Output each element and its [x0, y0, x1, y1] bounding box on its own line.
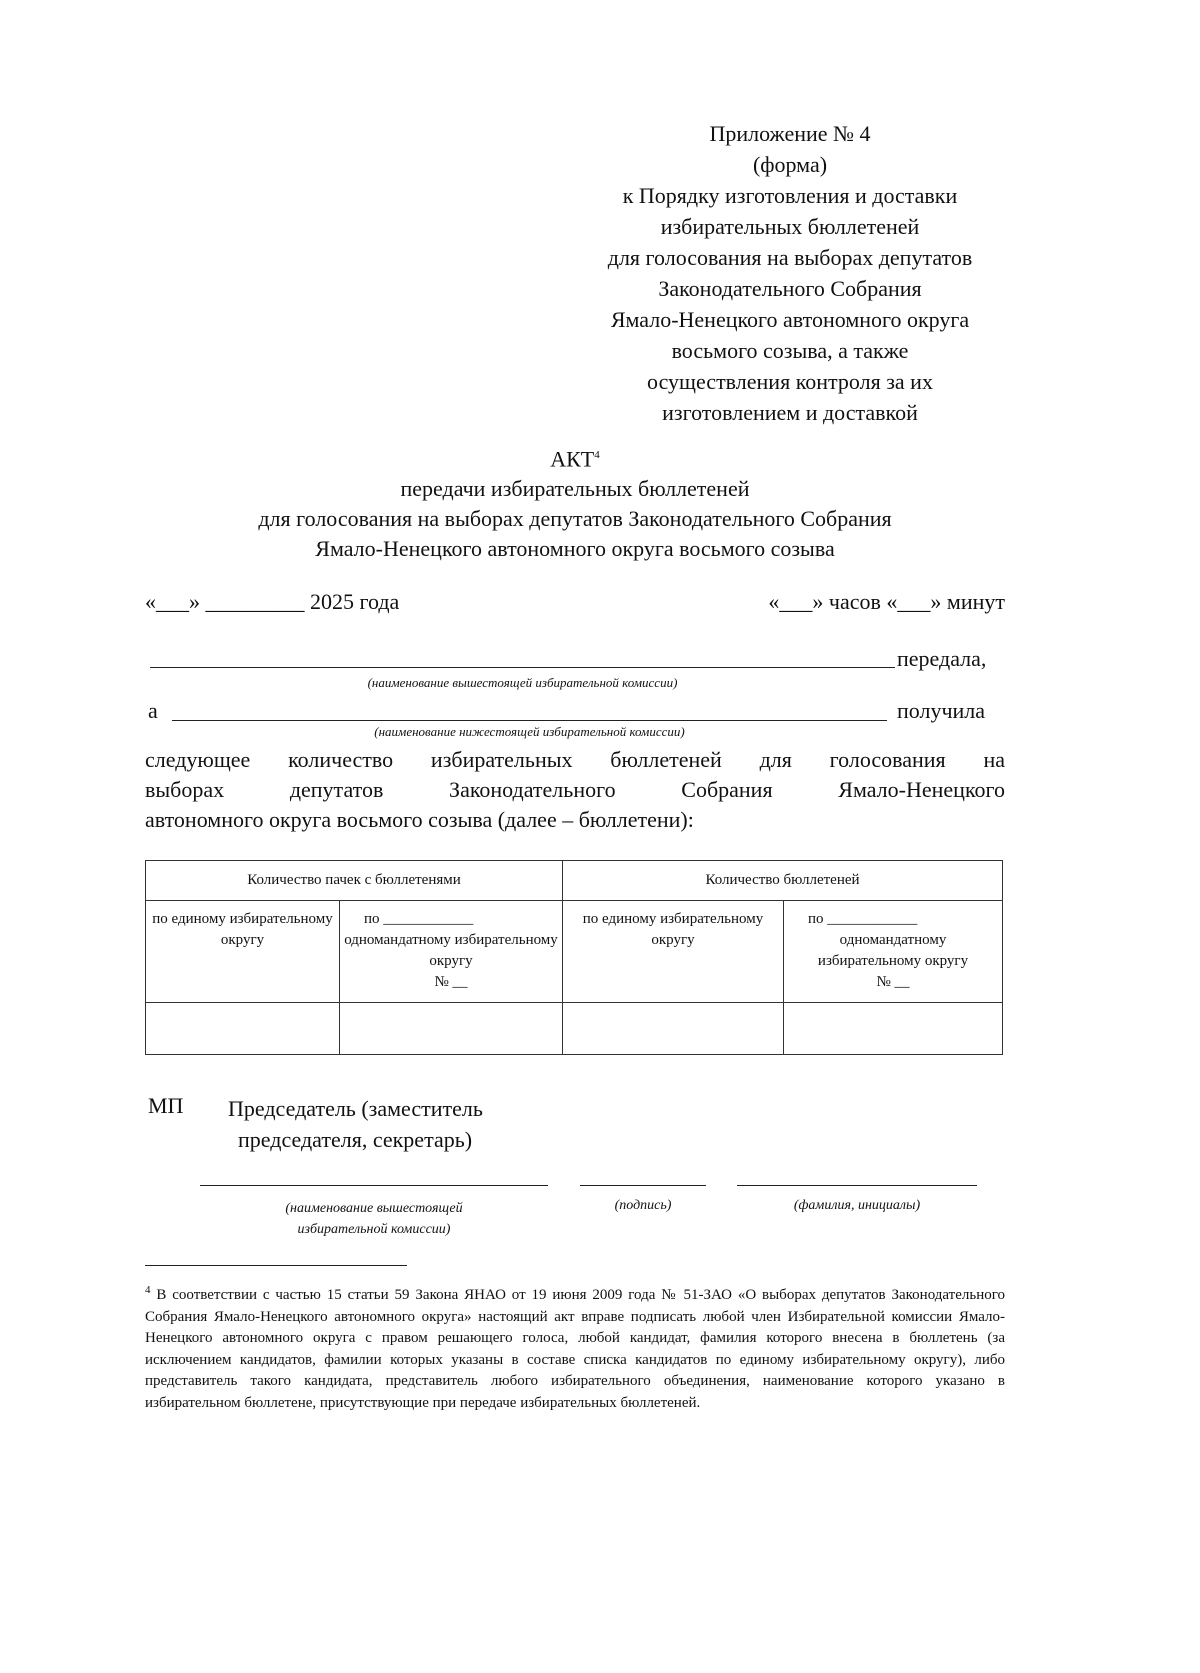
receiver-caption: (наименование нижестоящей избирательной комиссии): [374, 724, 685, 739]
signature-caption: (подпись): [614, 1198, 672, 1213]
header-line: изготовлением и доставкой: [662, 400, 918, 425]
footnote-ref: 4: [594, 449, 600, 461]
stamp-label: МП: [148, 1093, 184, 1118]
commission-caption: [200, 1198, 548, 1240]
col-text: № __: [876, 974, 910, 990]
value-cell[interactable]: [146, 1003, 340, 1055]
header-line: Приложение № 4: [709, 121, 871, 146]
value-cell[interactable]: [784, 1003, 1003, 1055]
paragraph-line: автономного округа восьмого созыва (далее – бюллетени):: [145, 807, 694, 832]
col-packs-single-mandate: [340, 901, 563, 1003]
col-packs-single: по единому избирательному округу: [146, 901, 340, 1003]
col-text: одномандатному избирательному округу: [344, 932, 558, 969]
act-subtitle: для голосования на выборах депутатов Законодательного Собрания: [258, 506, 892, 532]
header-line: к Порядку изготовления и доставки: [622, 183, 958, 208]
value-cell[interactable]: [563, 1003, 784, 1055]
header-line: Законодательного Собрания: [658, 276, 922, 301]
name-line[interactable]: [737, 1185, 977, 1186]
date-field[interactable]: [145, 589, 399, 615]
footnote-text: В соответствии с частью 15 статьи 59 Закона ЯНАО от 19 июня 2009 года № 51-ЗАО «О выборах депутатов Законодательного Собрания Ямало-Ненецкого автономного округа» настоящий акт вправе подписать любой член Избирательной комиссии Ямало-Ненецкого автономного округа с правом решающего голоса, любой кандидат, фамилия которого внесена в бюллетень (за исключением кандидатов, фамилии которых указаны в составе списка кандидатов по единому избирательному округу), либо представитель такого кандидата, представитель любого избирательного объединения, наименование которого указано в избирательном бюллетене, присутствующие при передаче избирательных бюллетеней.: [145, 1287, 1006, 1411]
footnote-mark: 4: [145, 1284, 151, 1296]
body-paragraph: [145, 745, 1005, 835]
role-line: Председатель (заместитель: [228, 1096, 483, 1121]
ballots-table: [145, 860, 1003, 1055]
header-line: (форма): [752, 152, 828, 177]
name-caption: (фамилия, инициалы): [793, 1198, 921, 1213]
footnote-separator: [145, 1265, 407, 1266]
act-title: [145, 440, 1005, 564]
appendix-header: [560, 118, 1020, 428]
caption-line: избирательной комиссии): [297, 1222, 451, 1237]
value-cell[interactable]: [340, 1003, 563, 1055]
gave-label: передала,: [897, 646, 987, 671]
date-year: 2025 года: [310, 589, 400, 614]
col-ballots-single-mandate: [784, 901, 1003, 1003]
sender-commission-line[interactable]: [150, 667, 895, 668]
caption-line: (наименование вышестоящей: [285, 1201, 463, 1216]
date-month: _________: [205, 589, 305, 614]
act-heading: АКТ: [550, 446, 595, 472]
act-subtitle: передачи избирательных бюллетеней: [400, 476, 750, 502]
header-line: Ямало-Ненецкого автономного округа: [610, 307, 970, 332]
signatory-role: [228, 1093, 483, 1155]
date-day: «___»: [145, 589, 200, 614]
time-field[interactable]: «___» часов «___» минут: [768, 589, 1005, 614]
footnote: [145, 1280, 1005, 1414]
role-line: председателя, секретарь): [238, 1127, 473, 1152]
signature-line[interactable]: [580, 1185, 706, 1186]
commission-sign-line[interactable]: [200, 1185, 548, 1186]
col-text: по ____________: [364, 911, 474, 927]
header-line: осуществления контроля за их: [647, 369, 933, 394]
paragraph-line: выборах депутатов Законодательного Собрания Ямало-Ненецкого: [145, 777, 1005, 802]
header-ballots: Количество бюллетеней: [563, 861, 1003, 901]
header-line: для голосования на выборах депутатов: [607, 245, 973, 270]
a-label: а: [148, 698, 158, 723]
act-subtitle: Ямало-Ненецкого автономного округа восьмого созыва: [315, 536, 835, 562]
receiver-commission-line[interactable]: [172, 720, 887, 721]
header-line: восьмого созыва, а также: [671, 338, 909, 363]
sender-caption: (наименование вышестоящей избирательной комиссии): [367, 675, 678, 690]
paragraph-line: следующее количество избирательных бюллетеней для голосования на: [145, 747, 1005, 772]
received-label: получила: [897, 698, 986, 723]
col-text: № __: [434, 974, 468, 990]
header-line: избирательных бюллетеней: [660, 214, 920, 239]
col-ballots-single: по единому избирательному округу: [563, 901, 784, 1003]
col-text: одномандатному избирательному округу: [817, 932, 969, 969]
header-packs: Количество пачек с бюллетенями: [146, 861, 563, 901]
col-text: по ____________: [808, 911, 918, 927]
